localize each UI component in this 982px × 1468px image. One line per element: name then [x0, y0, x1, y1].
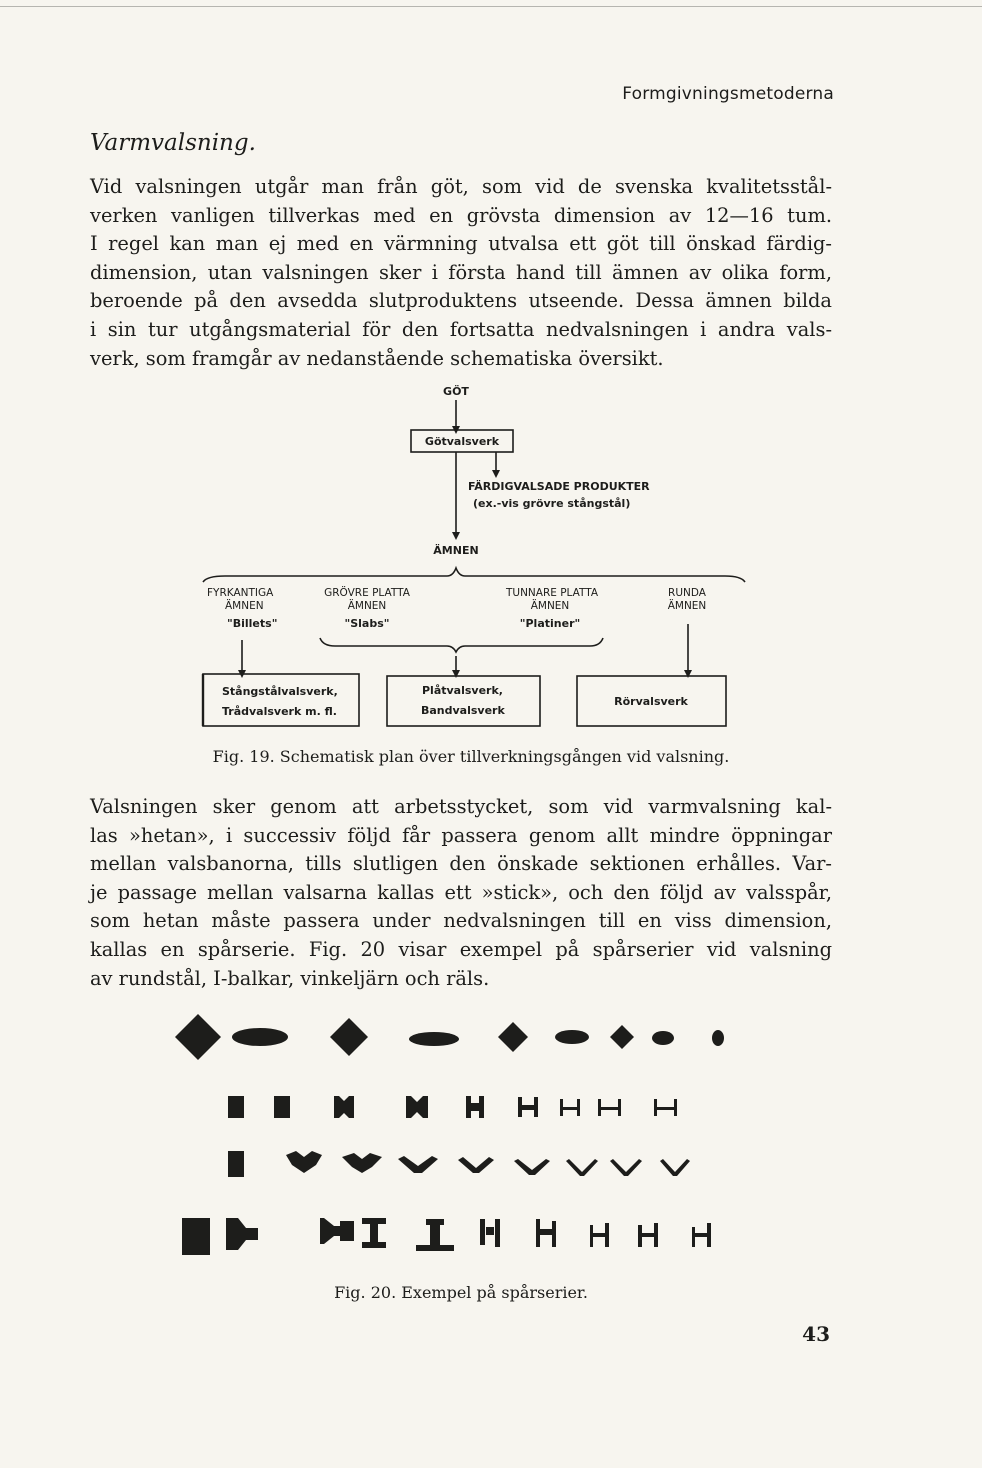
pass-sequence-figure — [170, 1005, 750, 1255]
angle-pass-shape — [458, 1157, 494, 1173]
diamond-pass-shape — [498, 1022, 528, 1052]
page-edge-line — [0, 6, 982, 7]
figure-19-caption: Fig. 19. Schematisk plan över tillverkningsgången vid valsning. — [212, 747, 730, 766]
rail-pass-shape — [480, 1219, 500, 1247]
beam-pass-shape — [654, 1099, 677, 1116]
paragraph-line: Vid valsningen utgår man från göt, som vid de svenska kvalitetsstål- — [90, 175, 832, 198]
mill-box-billets — [203, 674, 359, 726]
category-platiner-line2: ÄMNEN — [530, 600, 570, 612]
oval-pass-shape — [409, 1032, 459, 1046]
angle-pass-shape — [566, 1159, 598, 1176]
paragraph-line: verk, som framgår av nedanstående schematiska översikt. — [90, 346, 664, 370]
mill-plates-line2: Bandvalsverk — [421, 704, 505, 717]
paragraph-2 — [90, 793, 832, 993]
category-slabs-name: "Slabs" — [344, 617, 390, 630]
rail-pass-shape — [692, 1223, 711, 1247]
mill-plates-line1: Plåtvalsverk, — [422, 684, 503, 697]
paragraph-line: kallas en spårserie. Fig. 20 visar exempel på spårserier vid valsning — [90, 937, 832, 961]
beam-pass-shape — [466, 1096, 484, 1118]
finished-products-example: (ex.-vis grövre stångstål) — [473, 497, 631, 510]
angle-pass-shape — [610, 1159, 642, 1176]
angle-pass-shape — [342, 1153, 382, 1173]
beam-pass-shape — [274, 1096, 290, 1118]
category-slabs-line1: GRÖVRE PLATTA — [324, 587, 410, 599]
category-round-line2: ÄMNEN — [667, 600, 707, 612]
round-pass-shape — [712, 1030, 724, 1046]
angle-iron-passes — [228, 1151, 690, 1177]
angle-pass-shape — [514, 1159, 550, 1175]
rail-passes — [182, 1218, 711, 1255]
gotvalsverk-label: Götvalsverk — [424, 435, 500, 448]
rail-pass-shape — [590, 1223, 609, 1247]
angle-pass-shape — [286, 1151, 322, 1173]
paragraph-line: las »hetan», i successiv följd får passera genom allt mindre öppningar — [90, 823, 832, 847]
running-header: Formgivningsmetoderna — [622, 84, 834, 104]
section-title: Varmvalsning. — [90, 130, 256, 156]
rolling-flow-diagram — [185, 378, 765, 738]
paragraph-line: mellan valsbanorna, tills slutligen den önskade sektionen erhålles. Var- — [90, 852, 832, 876]
rail-pass-shape — [226, 1218, 258, 1250]
category-platiner-name: "Platiner" — [519, 617, 581, 630]
rail-pass-shape — [182, 1218, 210, 1255]
category-slabs-line2: ÄMNEN — [347, 600, 387, 612]
oval-pass-shape — [652, 1031, 674, 1045]
paragraph-line: av rundstål, I-balkar, vinkeljärn och räls. — [90, 966, 490, 990]
beam-pass-shape — [406, 1096, 428, 1118]
rail-pass-shape — [536, 1219, 556, 1247]
beam-pass-shape — [518, 1097, 538, 1117]
beam-pass-shape — [228, 1096, 244, 1118]
angle-pass-shape — [228, 1151, 244, 1177]
paragraph-line: som hetan måste passera under nedvalsningen till en viss dimension, — [90, 909, 832, 933]
category-billets-line2: ÄMNEN — [225, 600, 264, 612]
rail-pass-shape — [362, 1218, 386, 1248]
beam-pass-shape — [334, 1096, 354, 1118]
oval-pass-shape — [232, 1028, 288, 1046]
angle-pass-shape — [398, 1156, 438, 1173]
category-round-line1: RUNDA — [668, 587, 706, 599]
paragraph-line: Valsningen sker genom att arbetsstycket, som vid varmvalsning kal- — [90, 795, 832, 818]
diamond-pass-shape — [610, 1025, 634, 1049]
oval-pass-shape — [555, 1030, 589, 1044]
got-label: GÖT — [443, 385, 469, 398]
diamond-pass-shape — [330, 1018, 368, 1056]
category-platiner-line1: TUNNARE PLATTA — [505, 587, 599, 599]
rail-pass-shape — [638, 1223, 658, 1247]
paragraph-line: dimension, utan valsningen sker i första hand till ämnen av olika form, — [90, 260, 832, 284]
i-beam-passes — [228, 1096, 677, 1118]
mill-tubes-line1: Rörvalsverk — [614, 695, 688, 708]
paragraph-line: I regel kan man ej med en värmning utvalsa ett göt till önskad färdig- — [90, 232, 832, 256]
mill-billets-line2: Trådvalsverk m. fl. — [222, 705, 337, 718]
category-billets-name: "Billets" — [227, 617, 278, 630]
paragraph-line: verken vanligen tillverkas med en grövsta dimension av 12—16 tum. — [90, 203, 832, 227]
page-number: 43 — [802, 1322, 830, 1346]
paragraph-1 — [90, 173, 832, 373]
rail-pass-shape — [320, 1218, 354, 1244]
beam-pass-shape — [560, 1099, 580, 1116]
finished-products-label: FÄRDIGVALSADE PRODUKTER — [468, 480, 650, 493]
angle-pass-shape — [660, 1159, 690, 1176]
diamond-pass-shape — [175, 1014, 221, 1060]
round-bar-passes — [175, 1014, 724, 1060]
figure-20-caption: Fig. 20. Exempel på spårserier. — [334, 1283, 588, 1302]
category-billets-line1: FYRKANTIGA — [207, 587, 274, 599]
beam-pass-shape — [598, 1099, 621, 1116]
paragraph-line: i sin tur utgångsmaterial för den fortsatta nedvalsningen i andra vals- — [90, 317, 832, 341]
paragraph-line: beroende på den avsedda slutproduktens utseende. Dessa ämnen bilda — [90, 289, 832, 313]
blanks-label: ÄMNEN — [433, 544, 479, 557]
rail-pass-shape — [416, 1219, 454, 1251]
paragraph-line: je passage mellan valsarna kallas ett »stick», och den följd av valsspår, — [90, 880, 832, 904]
mill-billets-line1: Stångstålvalsverk, — [222, 685, 338, 698]
